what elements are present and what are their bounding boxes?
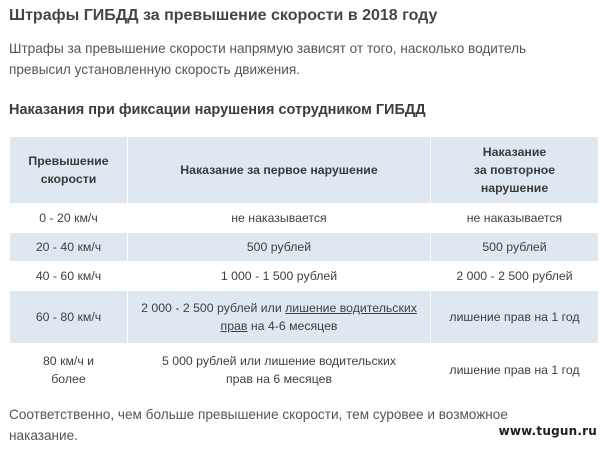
table-row bbox=[10, 204, 599, 233]
cell-first-penalty: 5 000 рублей или лишение водительских прав на 6 месяцев bbox=[128, 344, 431, 397]
cell-speed: 80 км/ч и более bbox=[10, 344, 128, 397]
table-row bbox=[10, 233, 599, 262]
section-title: Наказания при фиксации нарушения сотрудником ГИБДД bbox=[9, 102, 426, 118]
cell-first-penalty: 500 рублей bbox=[128, 233, 431, 262]
header-first-offense: Наказание за первое нарушение bbox=[128, 137, 431, 204]
cell-first-penalty: 2 000 - 2 500 рублей или лишение водительских прав на 4-6 месяцев bbox=[128, 291, 431, 344]
cell-speed: 40 - 60 км/ч bbox=[10, 262, 128, 291]
header-repeat-offense: Наказание за повторное нарушение bbox=[431, 137, 599, 204]
cell-repeat-penalty: не наказывается bbox=[431, 204, 599, 233]
cell-speed: 0 - 20 км/ч bbox=[10, 204, 128, 233]
fines-table bbox=[9, 136, 599, 397]
cell-repeat-penalty: 2 000 - 2 500 рублей bbox=[431, 262, 599, 291]
cell-repeat-penalty: лишение прав на 1 год bbox=[431, 344, 599, 397]
site-watermark: www.tugun.ru bbox=[498, 424, 597, 438]
table-header-row bbox=[10, 137, 599, 204]
cell-first-penalty: не наказывается bbox=[128, 204, 431, 233]
table-row bbox=[10, 291, 599, 344]
intro-paragraph: Штрафы за превышение скорости напрямую зависят от того, насколько водитель превысил установленную скорость движения. bbox=[9, 41, 527, 77]
license-revocation-link[interactable]: лишение водительских прав bbox=[220, 301, 417, 333]
conclusion-paragraph: Соответственно, чем больше превышение скорости, тем суровее и возможное наказание. bbox=[9, 407, 508, 443]
cell-speed: 20 - 40 км/ч bbox=[10, 233, 128, 262]
cell-first-penalty: 1 000 - 1 500 рублей bbox=[128, 262, 431, 291]
cell-repeat-penalty: 500 рублей bbox=[431, 233, 599, 262]
table-row bbox=[10, 262, 599, 291]
cell-repeat-penalty: лишение прав на 1 год bbox=[431, 291, 599, 344]
table-row bbox=[10, 344, 599, 397]
cell-speed: 60 - 80 км/ч bbox=[10, 291, 128, 344]
page-title: Штрафы ГИБДД за превышение скорости в 2018 году bbox=[9, 7, 438, 24]
header-speed: Превышение скорости bbox=[10, 137, 128, 204]
